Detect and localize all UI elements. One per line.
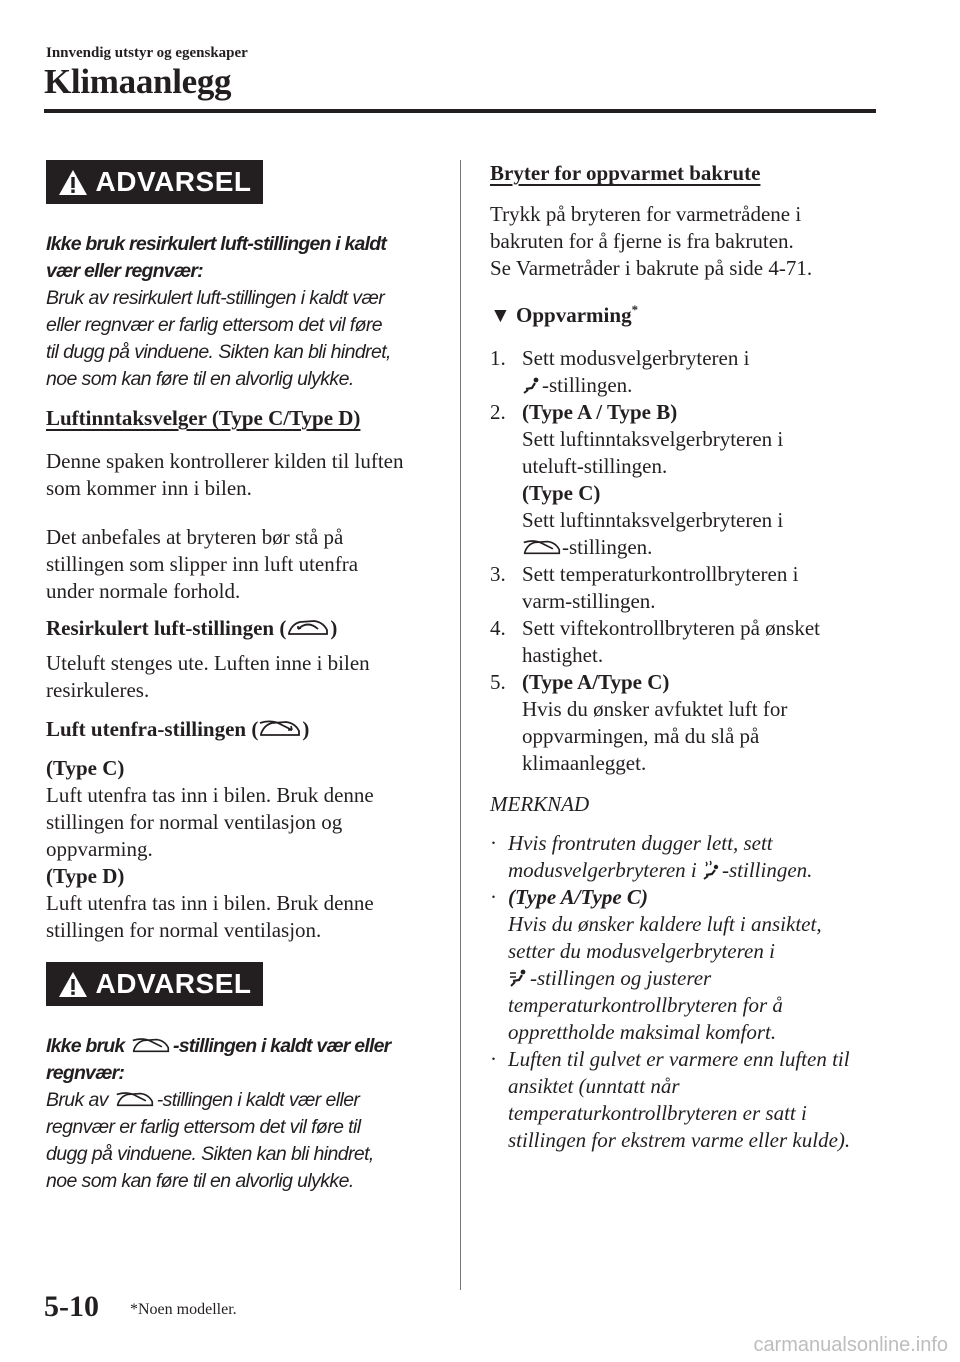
selector-heading: Luftinntaksvelger (Type C/Type D): [46, 406, 361, 430]
warning-label: ADVARSEL: [95, 166, 252, 197]
paragraph-line: Trykk på bryteren for varmetrådene i: [490, 202, 802, 226]
warning1-text: [46, 231, 441, 393]
type-label: (Type D): [46, 864, 125, 888]
warning1-body-line: til dugg på vinduene. Sikten kan bli hindret,: [46, 341, 391, 363]
bullet: ·: [490, 1047, 497, 1071]
triangle-down-icon: ▼: [490, 303, 511, 327]
paragraph-line: Luft utenfra tas inn i bilen. Bruk denne: [46, 783, 374, 807]
warning1-body-line: noe som kan føre til en alvorlig ulykke.: [46, 368, 354, 390]
paragraph-line: oppvarming.: [46, 837, 153, 861]
warning-triangle-icon: [58, 169, 88, 196]
paragraph-line: Luft utenfra tas inn i bilen. Bruk denne: [46, 891, 374, 915]
watermark: carmanualsonline.info: [753, 1334, 948, 1356]
list-item: · Luften til gulvet er varmere enn luften til ansiktet (unntatt når temperaturkontrollbryteren er satt i stillingen for ekstrem varme eller kulde).: [490, 1047, 851, 1152]
list-item: · Hvis frontruten dugger lett, sett modusvelgerbryteren i -stillingen.: [490, 831, 813, 882]
outside-air-icon: [113, 1089, 157, 1109]
warning2-body-line: dugg på vinduene. Sikten kan bli hindret,: [46, 1143, 374, 1165]
warning2-body-line: noe som kan føre til en alvorlig ulykke.: [46, 1170, 354, 1192]
paragraph-line: Denne spaken kontrollerer kilden til luften: [46, 449, 404, 473]
type-label: (Type C): [46, 756, 125, 780]
outside-air-heading: Luft utenfra-stillingen ( ): [46, 717, 310, 741]
notes-list: [490, 830, 890, 1154]
column-divider: [460, 160, 461, 1290]
note-title: MERKNAD: [490, 792, 590, 816]
paragraph-line: resirkuleres.: [46, 678, 150, 702]
warning2-body-line: regnvær er farlig ettersom det vil føre til: [46, 1116, 361, 1138]
warning1-title-cont: vær eller regnvær:: [46, 260, 203, 282]
warning1-body-line: eller regnvær er farlig ettersom det vil føre: [46, 314, 383, 336]
paragraph-line: Det anbefales at bryteren bør stå på: [46, 525, 344, 549]
list-item: 4. Sett viftekontrollbryteren på ønsket hastighet.: [490, 616, 821, 667]
outside-air-icon: [129, 1035, 173, 1055]
warning2-body-line: Bruk av -stillingen i kaldt vær eller: [46, 1089, 360, 1111]
warning-triangle-icon: [58, 971, 88, 998]
paragraph-line: under normale forhold.: [46, 579, 241, 603]
paragraph-line: Uteluft stenges ute. Luften inne i bilen: [46, 651, 370, 675]
face-floor-defrost-icon: [702, 860, 722, 880]
warning1-body-line: Bruk av resirkulert luft-stillingen i kaldt vær: [46, 287, 385, 309]
list-item: 5. (Type A/Type C) Hvis du ønsker avfuktet luft for oppvarmingen, må du slå på klimaanlegget.: [490, 670, 788, 775]
bullet: ·: [490, 885, 497, 909]
title-rule: [44, 109, 876, 113]
paragraph-line: som kommer inn i bilen.: [46, 476, 252, 500]
outside-air-icon: [522, 537, 562, 557]
section-label: Innvendig utstyr og egenskaper: [46, 45, 248, 61]
paragraph-line: stillingen for normal ventilasjon og: [46, 810, 343, 834]
outside-air-icon: [258, 717, 302, 739]
face-floor-mode-icon: [508, 968, 530, 988]
recirculation-icon: [286, 616, 330, 638]
heating-steps: [490, 345, 890, 777]
list-item: 1. Sett modusvelgerbryteren i -stillingen.: [490, 346, 750, 397]
warning2-text: [46, 1033, 441, 1195]
paragraph-line: bakruten for å fjerne is fra bakruten.: [490, 229, 794, 253]
heating-heading: ▼ Oppvarming*: [490, 302, 639, 327]
page-title: Klimaanlegg: [44, 62, 232, 101]
list-item: 3. Sett temperaturkontrollbryteren i varm-stillingen.: [490, 562, 799, 613]
page-number: 5-10: [44, 1290, 99, 1323]
warning2-title-cont: regnvær:: [46, 1062, 125, 1084]
list-item: 2. (Type A / Type B) Sett luftinntaksvelgerbryteren i uteluft-stillingen. (Type C) Sett luftinntaksvelgerbryteren i -stillingen.: [490, 400, 784, 559]
warning-label: ADVARSEL: [95, 968, 252, 999]
bullet: ·: [490, 831, 497, 855]
paragraph-line: stillingen som slipper inn luft utenfra: [46, 552, 359, 576]
right-column: [490, 160, 890, 1154]
left-column: [46, 160, 441, 1195]
warning1-title: Ikke bruk resirkulert luft-stillingen i kaldt: [46, 233, 387, 255]
rear-defrost-heading: Bryter for oppvarmet bakrute: [490, 161, 761, 185]
floor-mode-icon: [522, 377, 542, 395]
paragraph-line: stillingen for normal ventilasjon.: [46, 918, 322, 942]
paragraph-line: Se Varmetråder i bakrute på side 4-71.: [490, 256, 813, 280]
warning-banner: [46, 160, 263, 204]
list-item: · (Type A/Type C) Hvis du ønsker kaldere luft i ansiktet, setter du modusvelgerbryteren i -stillingen og justerer temperaturkontrollbryteren for å opprettholde maksimal komfort.: [490, 885, 822, 1044]
recirc-heading: Resirkulert luft-stillingen ( ): [46, 616, 338, 640]
warning2-title: Ikke bruk -stillingen i kaldt vær eller: [46, 1035, 391, 1057]
warning-banner: [46, 962, 263, 1006]
footnote: *Noen modeller.: [130, 1301, 237, 1318]
